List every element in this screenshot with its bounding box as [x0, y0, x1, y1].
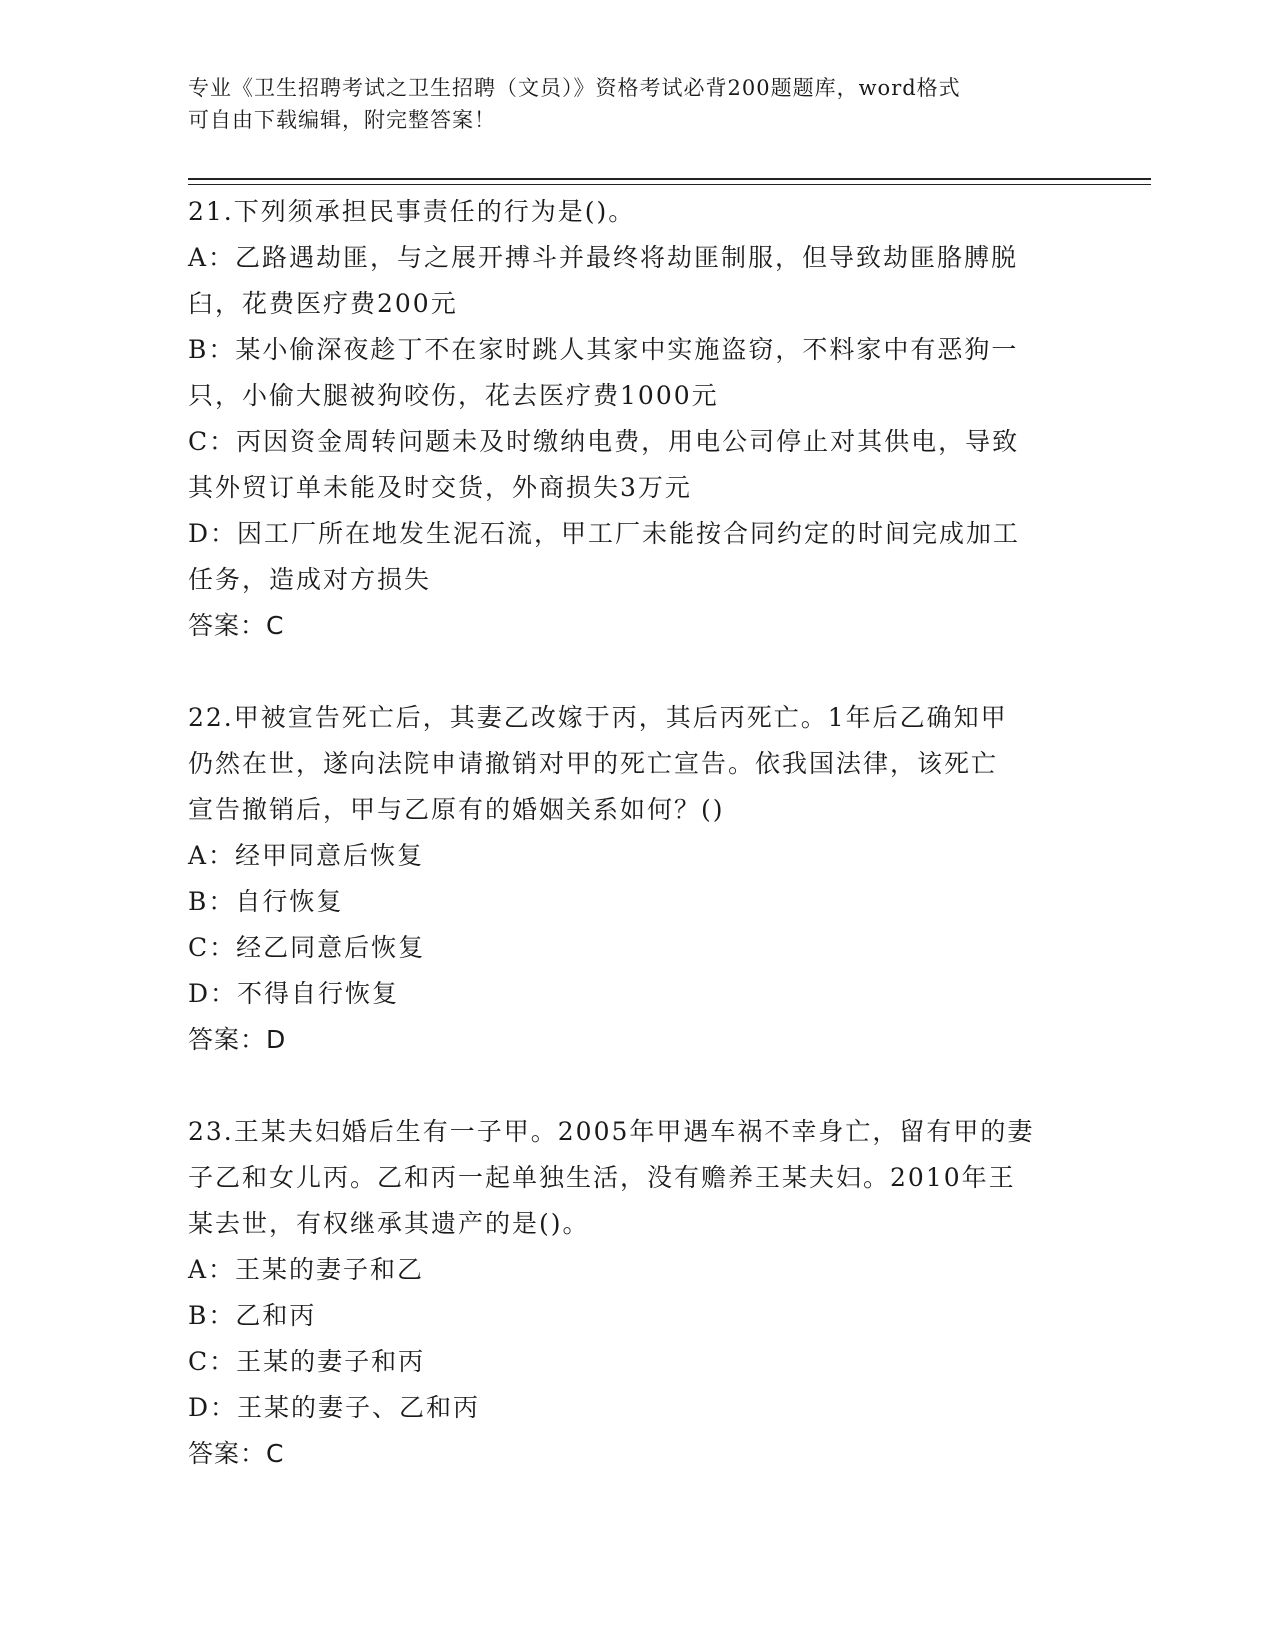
answer-21: 答案：C [188, 611, 285, 640]
option-d [188, 511, 1088, 603]
header-rule-thick [188, 178, 1151, 180]
question-stem-line: 21.下列须承担民事责任的行为是()。 [188, 197, 636, 226]
option-b: B：自行恢复 [188, 887, 344, 916]
question-stem-line: 子乙和女儿丙。乙和丙一起单独生活，没有赡养王某夫妇。2010年王 [188, 1163, 1016, 1192]
option-b: B：乙和丙 [188, 1301, 317, 1330]
question-stem-line: 22.甲被宣告死亡后，其妻乙改嫁于丙，其后丙死亡。1年后乙确知甲 [188, 703, 1008, 732]
option-line: 任务，造成对方损失 [188, 565, 432, 594]
option-c [188, 419, 1088, 511]
question-23 [188, 1109, 1088, 1477]
question-stem-line: 某去世，有权继承其遗产的是()。 [188, 1209, 590, 1238]
question-21 [188, 189, 1088, 649]
spacer [188, 649, 1088, 695]
answer-23: 答案：C [188, 1439, 285, 1468]
option-d: D：不得自行恢复 [188, 979, 400, 1008]
header-line-1: 专业《卫生招聘考试之卫生招聘（文员）》资格考试必背200题题库，word格式 [188, 76, 961, 100]
document-header [188, 72, 1088, 136]
option-line: 只，小偷大腿被狗咬伤，花去医疗费1000元 [188, 381, 719, 410]
option-a: A：经甲同意后恢复 [188, 841, 425, 870]
option-a [188, 235, 1088, 327]
option-c: C：王某的妻子和丙 [188, 1347, 426, 1376]
option-a: A：王某的妻子和乙 [188, 1255, 425, 1284]
header-rule-thin [188, 184, 1151, 185]
option-line: A：乙路遇劫匪，与之展开搏斗并最终将劫匪制服，但导致劫匪胳膊脱 [188, 243, 1019, 272]
option-line: 臼，花费医疗费200元 [188, 289, 458, 318]
question-stem-line: 宣告撤销后，甲与乙原有的婚姻关系如何？() [188, 795, 725, 824]
option-line: 其外贸订单未能及时交货，外商损失3万元 [188, 473, 692, 502]
question-list [188, 189, 1088, 1477]
question-22 [188, 695, 1088, 1063]
option-c: C：经乙同意后恢复 [188, 933, 426, 962]
option-line: C：丙因资金周转问题未及时缴纳电费，用电公司停止对其供电，导致 [188, 427, 1020, 456]
option-d: D：王某的妻子、乙和丙 [188, 1393, 481, 1422]
header-line-2: 可自由下载编辑，附完整答案！ [188, 108, 496, 132]
question-stem-line: 仍然在世，遂向法院申请撤销对甲的死亡宣告。依我国法律，该死亡 [188, 749, 999, 778]
option-line: D：因工厂所在地发生泥石流，甲工厂未能按合同约定的时间完成加工 [188, 519, 1021, 548]
question-stem-line: 23.王某夫妇婚后生有一子甲。2005年甲遇车祸不幸身亡，留有甲的妻 [188, 1117, 1035, 1146]
spacer [188, 1063, 1088, 1109]
answer-22: 答案：D [188, 1025, 287, 1054]
option-line: B：某小偷深夜趁丁不在家时跳人其家中实施盗窃，不料家中有恶狗一 [188, 335, 1019, 364]
option-b [188, 327, 1088, 419]
